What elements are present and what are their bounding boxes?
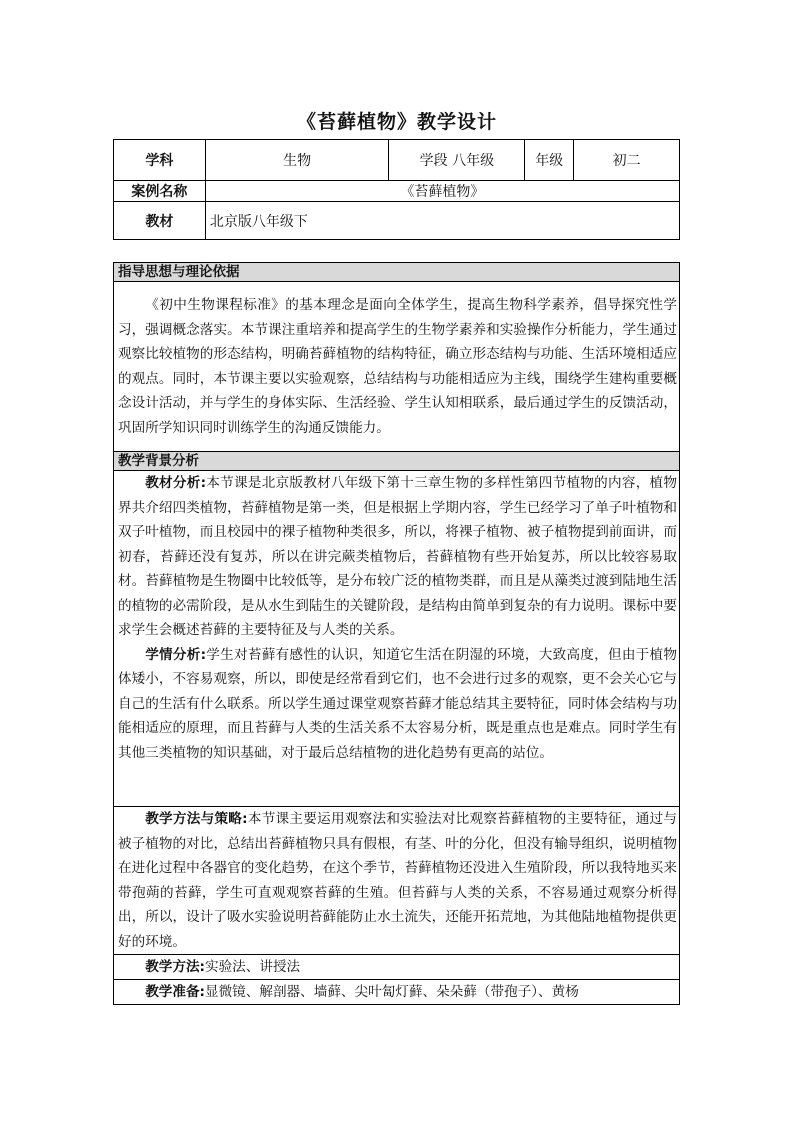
content-table bbox=[113, 262, 680, 1005]
method-row bbox=[114, 955, 680, 980]
subject-value: 生物 bbox=[205, 140, 389, 181]
document-title: 《苔藓植物》教学设计 bbox=[296, 111, 497, 133]
grade-label: 年级 bbox=[525, 140, 574, 181]
prep-text: 显微镜、解剖器、墙藓、尖叶匐灯藓、朵朵藓（带孢子）、黄杨 bbox=[205, 983, 579, 1000]
method-label: 教学方法: bbox=[145, 958, 205, 975]
info-row-subject bbox=[114, 140, 680, 181]
guide-paragraph: 《初中生物课程标准》的基本理念是面向全体学生，提高生物科学素养，倡导探究性学习，强调概念落实。本节课注重培养和提高学生的生物学素养和实验操作分析能力，学生通过观察比较植物的形态结构，明确苔藓植物的结构特征，确立形态结构与功能、生活环境相适应的观点。同时，本节课主要以实验观察，总结结构与功能相适应为主线，围绕学生建构重要概念设计活动，并与学生的身体实际、生活经验、学生认知相联系，最后通过学生的反馈活动，巩固所学知识同时训练学生的沟通反馈能力。 bbox=[118, 297, 677, 436]
material-paragraph bbox=[118, 471, 677, 643]
student-label: 学情分析: bbox=[145, 646, 207, 663]
info-row-textbook bbox=[114, 202, 680, 240]
prep-row bbox=[114, 980, 680, 1005]
material-label: 教材分析: bbox=[145, 475, 207, 491]
method-strategy-paragraph bbox=[118, 807, 677, 954]
stage-value: 八年级 bbox=[452, 153, 495, 169]
guide-section-body bbox=[114, 282, 680, 452]
material-text: 本节课是北京版教材八年级下第十三章生物的多样性第四节植物的内容，植物界共介绍四类植物，苔藓植物是第一类，但是根据上学期内容，学生已经学习了单子叶植物和双子叶植物，而且校园中的裸子植物种类很多，所以，将裸子植物、被子植物提到前面讲，而初春，苔藓还没有复苏，所以在讲完蕨类植物后，苔藓植物有些开始复苏，所以比较容易取材。苔藓植物是生物圈中比较低等，是分布较广泛的植物类群，而且是从藻类过渡到陆地生活的植物的必需阶段，是从水生到陆生的关键阶段，是结构由简单到复杂的有力说明。课标中要求学生会概述苔藓的主要特征及与人类的关系。 bbox=[118, 475, 677, 638]
grade-value: 初二 bbox=[574, 140, 680, 181]
background-section-title: 教学背景分析 bbox=[114, 452, 680, 471]
case-label: 案例名称 bbox=[114, 181, 206, 202]
prep-label: 教学准备: bbox=[145, 983, 205, 1000]
stage-cell bbox=[389, 140, 525, 181]
subject-label: 学科 bbox=[114, 140, 206, 181]
textbook-label: 教材 bbox=[114, 202, 206, 240]
info-table bbox=[113, 139, 680, 240]
method-strategy-section bbox=[114, 807, 680, 955]
stage-label: 学段 bbox=[419, 153, 448, 169]
student-text: 学生对苔藓有感性的认识，知道它生活在阴湿的环境，大致高度，但由于植物体矮小，不容易观察，所以，即使是经常看到它们，也不会进行过多的观察，更不会关心它与自己的生活有什么联系。所以学生通过课堂观察苔藓才能总结其主要特征，同时体会结构与功能相适应的原理，而且苔藓与人类的生活关系不太容易分析，既是重点也是难点。同时学生有其他三类植物的知识基础，对于最后总结植物的进化趋势有更高的站位。 bbox=[118, 646, 677, 761]
method-strategy-text: 本节课主要运用观察法和实验法对比观察苔藓植物的主要特征，通过与被子植物的对比，总结出苔藓植物只具有假根，有茎、叶的分化，但没有输导组织，说明植物在进化过程中各器官的变化趋势，在这个季节，苔藓植物还没进入生殖阶段，所以我特地买来带孢蒴的苔藓，学生可直观观察苔藓的生殖。但苔藓与人类的关系，不容易通过观察分析得出，所以，设计了吸水实验说明苔藓能防止水土流失，还能开拓荒地，为其他陆地植物提供更好的环境。 bbox=[118, 811, 678, 950]
method-strategy-label: 教学方法与策略: bbox=[145, 811, 248, 827]
textbook-value: 北京版八年级下 bbox=[205, 202, 679, 240]
info-row-case bbox=[114, 181, 680, 202]
student-paragraph bbox=[118, 643, 677, 766]
guide-section-title: 指导思想与理论依据 bbox=[114, 263, 680, 282]
background-section-body bbox=[114, 471, 680, 807]
method-text: 实验法、讲授法 bbox=[205, 958, 301, 975]
case-value: 《苔藓植物》 bbox=[205, 181, 679, 202]
